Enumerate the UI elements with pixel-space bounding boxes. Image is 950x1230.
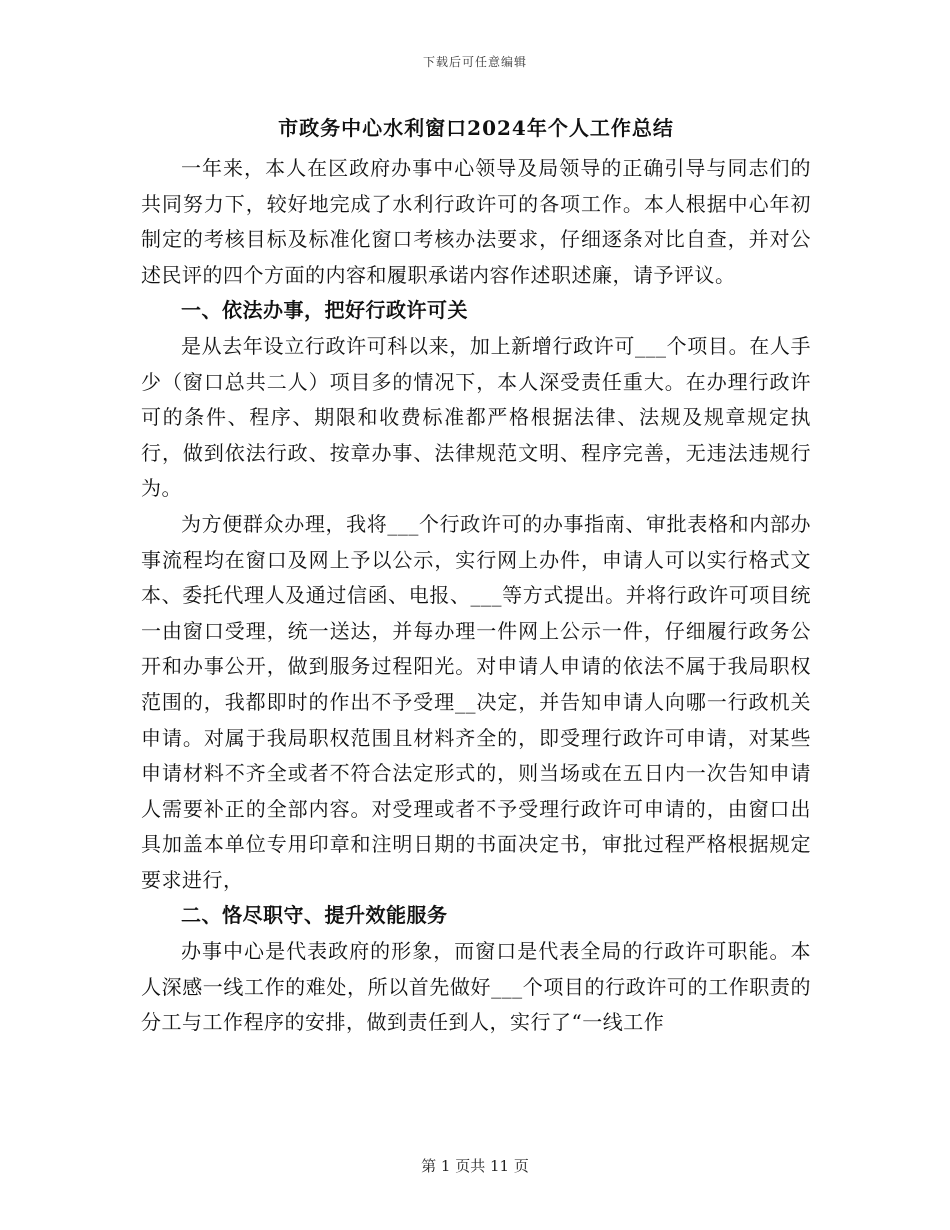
header-note: 下载后可任意编辑: [422, 55, 527, 69]
section-2-paragraph-1: 办事中心是代表政府的形象，而窗口是代表全局的行政许可职能。本人深感一线工作的难处，所以首先做好___个项目的行政许可的工作职责的分工与工作程序的安排，做到责任到人，实行了“一线工作: [141, 939, 811, 1035]
section-2-heading: 二、恪尽职守、提升效能服务: [181, 903, 448, 928]
page-number: 第 1 页共 11 页: [421, 1157, 529, 1175]
section-1-heading: 一、依法办事，把好行政许可关: [181, 298, 468, 323]
section-1-paragraph-1: 是从去年设立行政许可科以来，加上新增行政许可___个项目。在人手少（窗口总共二人）项目多的情况下，本人深受责任重大。在办理行政许可的条件、程序、期限和收费标准都严格根据法律、法规及规章规定执行，做到依法行政、按章办事、法律规范文明、程序完善，无违法违规行为。: [141, 333, 811, 501]
intro-paragraph: 一年来，本人在区政府办事中心领导及局领导的正确引导与同志们的共同努力下，较好地完成了水利行政许可的各项工作。本人根据中心年初制定的考核目标及标准化窗口考核办法要求，仔细逐条对比自查，并对公述民评的四个方面的内容和履职承诺内容作述职述廉，请予评议。: [141, 156, 811, 287]
section-1-paragraph-2: 为方便群众办理，我将___个行政许可的办事指南、审批表格和内部办事流程均在窗口及网上予以公示，实行网上办件，申请人可以实行格式文本、委托代理人及通过信函、电报、___等方式提出。并将行政许可项目统一由窗口受理，统一送达，并每办理一件网上公示一件，仔细履行政务公开和办事公开，做到服务过程阳光。对申请人申请的依法不属于我局职权范围的，我都即时的作出不予受理__决定，并告知申请人向哪一行政机关申请。对属于我局职权范围且材料齐全的，即受理行政许可申请，对某些申请材料不齐全或者不符合法定形式的，则当场或在五日内一次告知申请人需要补正的全部内容。对受理或者不予受理行政许可申请的，由窗口出具加盖本单位专用印章和注明日期的书面决定书，审批过程严格根据规定要求进行，: [141, 511, 811, 892]
document-title: 市政务中心水利窗口2024年个人工作总结: [278, 116, 674, 140]
document-body: [141, 111, 811, 1041]
